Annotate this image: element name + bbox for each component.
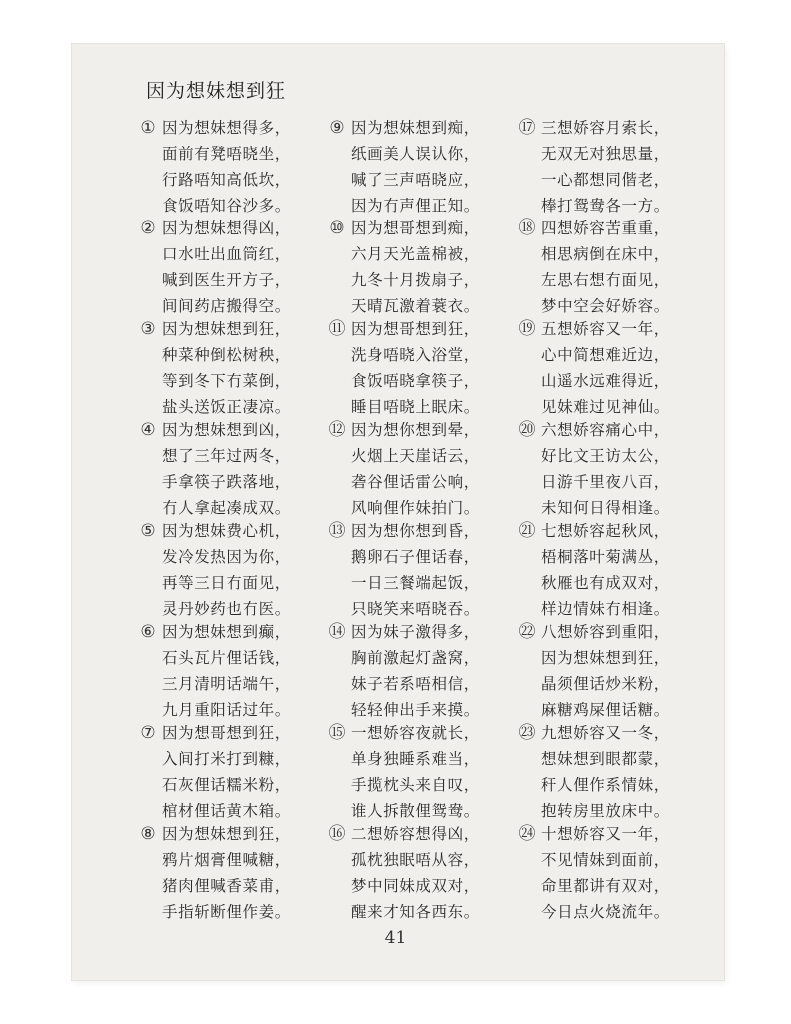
verse-line: 命里都讲有双对，	[541, 877, 670, 895]
verse-line: 鸦片烟膏俚喊糖，	[162, 851, 291, 869]
stanza-number: ⑤	[140, 521, 156, 541]
verse-line: 因为想妹想到痴，	[351, 119, 480, 137]
verse-line: 六月天光盖棉被，	[351, 245, 480, 263]
verse-line: 轻轻伸出手来摸。	[351, 701, 480, 719]
verse-line: 猪肉俚喊香菜甫，	[162, 877, 291, 895]
verse-line: 相思病倒在床中，	[541, 245, 670, 263]
verse-line: 再等三日冇面见，	[162, 574, 291, 592]
verse-line: 食饭唔晓拿筷子，	[351, 372, 480, 390]
verse-line: 日游千里夜八百，	[541, 473, 670, 491]
verse-line: 醒来才知各西东。	[351, 903, 480, 921]
verse-line: 冇人拿起凑成双。	[162, 499, 291, 517]
verse-line: 喊到医生开方子，	[162, 271, 291, 289]
stanza-number: ⑩	[329, 218, 345, 238]
stanza-number: ⑲	[518, 319, 536, 339]
verse-line: 因为想哥想到狂，	[351, 320, 480, 338]
verse-line: 间间药店搬得空。	[162, 297, 291, 315]
verse-line: 抱转房里放床中。	[541, 802, 670, 820]
verse-line: 石灰俚话糯米粉，	[162, 776, 291, 794]
verse-line: 单身独睡系难当，	[351, 750, 480, 768]
verse-line: 一想娇容夜就长，	[351, 724, 480, 742]
verse-line: 未知何日得相逢。	[541, 499, 670, 517]
stanza-number: ③	[140, 319, 156, 339]
verse-line: 因为想妹想到狂，	[162, 825, 291, 843]
stanza-number: ⑫	[328, 420, 346, 440]
verse-line: 入间打米打到糠，	[162, 750, 291, 768]
verse-line: 种菜种倒松树秧，	[162, 346, 291, 364]
verse-line: 见妹难过见神仙。	[541, 398, 670, 416]
verse-line: 因为想妹想到狂，	[162, 320, 291, 338]
verse-line: 梧桐落叶菊满丛，	[541, 548, 670, 566]
verse-line: 九月重阳话过年。	[162, 701, 291, 719]
verse-line: 六想娇容痛心中，	[541, 421, 670, 439]
verse-line: 因为想妹想到狂，	[541, 649, 670, 667]
stanza-number: ⑮	[328, 723, 346, 743]
verse-line: 天晴瓦激着蓑衣。	[351, 297, 480, 315]
verse-line: 口水吐出血筒红，	[162, 245, 291, 263]
verse-line: 喊了三声唔晓应，	[351, 171, 480, 189]
stanza-number: ⑱	[518, 218, 536, 238]
verse-line: 三月清明话端午，	[162, 675, 291, 693]
stanza-number: ②	[140, 218, 156, 238]
verse-line: 九想娇容又一冬，	[541, 724, 670, 742]
verse-line: 左思右想冇面见，	[541, 271, 670, 289]
verse-line: 梦中空会好娇容。	[541, 297, 670, 315]
stanza-number: ㉔	[518, 824, 536, 844]
verse-line: 秋雁也有成双对，	[541, 574, 670, 592]
verse-line: 因为冇声俚正知。	[351, 197, 480, 215]
verse-line: 因为妹子激得多，	[351, 623, 480, 641]
verse-line: 因为想妹费心机，	[162, 522, 291, 540]
stanza-number: ⑦	[140, 723, 156, 743]
verse-line: 等到冬下冇菜倒，	[162, 372, 291, 390]
verse-line: 八想娇容到重阳，	[541, 623, 670, 641]
verse-line: 石头瓦片俚话钱，	[162, 649, 291, 667]
stanza-number: ⑧	[140, 824, 156, 844]
verse-line: 一日三餐端起饭，	[351, 574, 480, 592]
verse-line: 样边情妹冇相逢。	[541, 600, 670, 618]
verse-line: 十想娇容又一年，	[541, 825, 670, 843]
verse-line: 胸前激起灯盏窝，	[351, 649, 480, 667]
stanza-number: ⑪	[328, 319, 346, 339]
verse-line: 因为想哥想到狂，	[162, 724, 291, 742]
page-number: 41	[384, 928, 407, 948]
verse-line: 风响俚作妹拍门。	[351, 499, 480, 517]
verse-line: 秆人俚作系情妹，	[541, 776, 670, 794]
verse-line: 砻谷俚话雷公响，	[351, 473, 480, 491]
verse-line: 梦中同妹成双对，	[351, 877, 480, 895]
verse-line: 九冬十月拨扇子，	[351, 271, 480, 289]
verse-line: 因为想妹想到凶，	[162, 421, 291, 439]
verse-line: 洗身唔晓入浴堂，	[351, 346, 480, 364]
verse-line: 只晓笑来唔晓吞。	[351, 600, 480, 618]
verse-line: 棒打鸳鸯各一方。	[541, 197, 670, 215]
verse-line: 二想娇容想得凶，	[351, 825, 480, 843]
stanza-number: ⑯	[328, 824, 346, 844]
verse-line: 好比文王访太公，	[541, 447, 670, 465]
stanza-number: ⑳	[518, 420, 536, 440]
stanza-number: ㉓	[518, 723, 536, 743]
verse-line: 因为想你想到晕，	[351, 421, 480, 439]
stanza-number: ㉑	[518, 521, 536, 541]
stanza-number: ⑰	[518, 118, 536, 138]
verse-line: 七想娇容起秋风，	[541, 522, 670, 540]
verse-line: 手揽枕头来自叹，	[351, 776, 480, 794]
stanza-number: ⑬	[328, 521, 346, 541]
verse-line: 麻糖鸡屎俚话糖。	[541, 701, 670, 719]
verse-line: 不见情妹到面前，	[541, 851, 670, 869]
stanza-number: ⑭	[328, 622, 346, 642]
verse-line: 孤枕独眠唔从容，	[351, 851, 480, 869]
verse-line: 今日点火烧流年。	[541, 903, 670, 921]
verse-line: 灵丹妙药也冇医。	[162, 600, 291, 618]
verse-line: 一心都想同偕老，	[541, 171, 670, 189]
stanza-number: ①	[140, 118, 156, 138]
verse-line: 纸画美人误认你，	[351, 145, 480, 163]
verse-line: 因为想你想到昏，	[351, 522, 480, 540]
verse-line: 发冷发热因为你，	[162, 548, 291, 566]
verse-line: 三想娇容月索长，	[541, 119, 670, 137]
verse-line: 心中简想难近边，	[541, 346, 670, 364]
stanza-number: ④	[140, 420, 156, 440]
verse-line: 盐头送饭正凄凉。	[162, 398, 291, 416]
verse-line: 因为想妹想得凶，	[162, 219, 291, 237]
page-title: 因为想妹想到狂	[146, 80, 287, 102]
stanza-number: ㉒	[518, 622, 536, 642]
verse-line: 妹子若系唔相信，	[351, 675, 480, 693]
verse-line: 手拿筷子跌落地，	[162, 473, 291, 491]
verse-line: 手指斩断俚作姜。	[162, 903, 291, 921]
verse-line: 想了三年过两冬，	[162, 447, 291, 465]
verse-line: 山遥水远难得近，	[541, 372, 670, 390]
verse-line: 四想娇容苦重重，	[541, 219, 670, 237]
verse-line: 因为想妹想得多，	[162, 119, 291, 137]
verse-line: 鹅卵石子俚话春，	[351, 548, 480, 566]
verse-line: 行路唔知高低坎，	[162, 171, 291, 189]
verse-line: 面前有凳唔晓坐，	[162, 145, 291, 163]
verse-line: 因为想妹想到癫，	[162, 623, 291, 641]
verse-line: 棺材俚话黄木箱。	[162, 802, 291, 820]
verse-line: 谁人拆散俚鸳鸯。	[351, 802, 480, 820]
verse-line: 食饭唔知谷沙多。	[162, 197, 291, 215]
stanza-number: ⑥	[140, 622, 156, 642]
verse-line: 想妹想到眼都蒙，	[541, 750, 670, 768]
verse-line: 因为想哥想到痴，	[351, 219, 480, 237]
verse-line: 无双无对独思量，	[541, 145, 670, 163]
stanza-number: ⑨	[329, 118, 345, 138]
verse-line: 睡目唔晓上眠床。	[351, 398, 480, 416]
verse-line: 五想娇容又一年，	[541, 320, 670, 338]
verse-line: 晶须俚话炒米粉，	[541, 675, 670, 693]
verse-line: 火烟上天崖话云，	[351, 447, 480, 465]
